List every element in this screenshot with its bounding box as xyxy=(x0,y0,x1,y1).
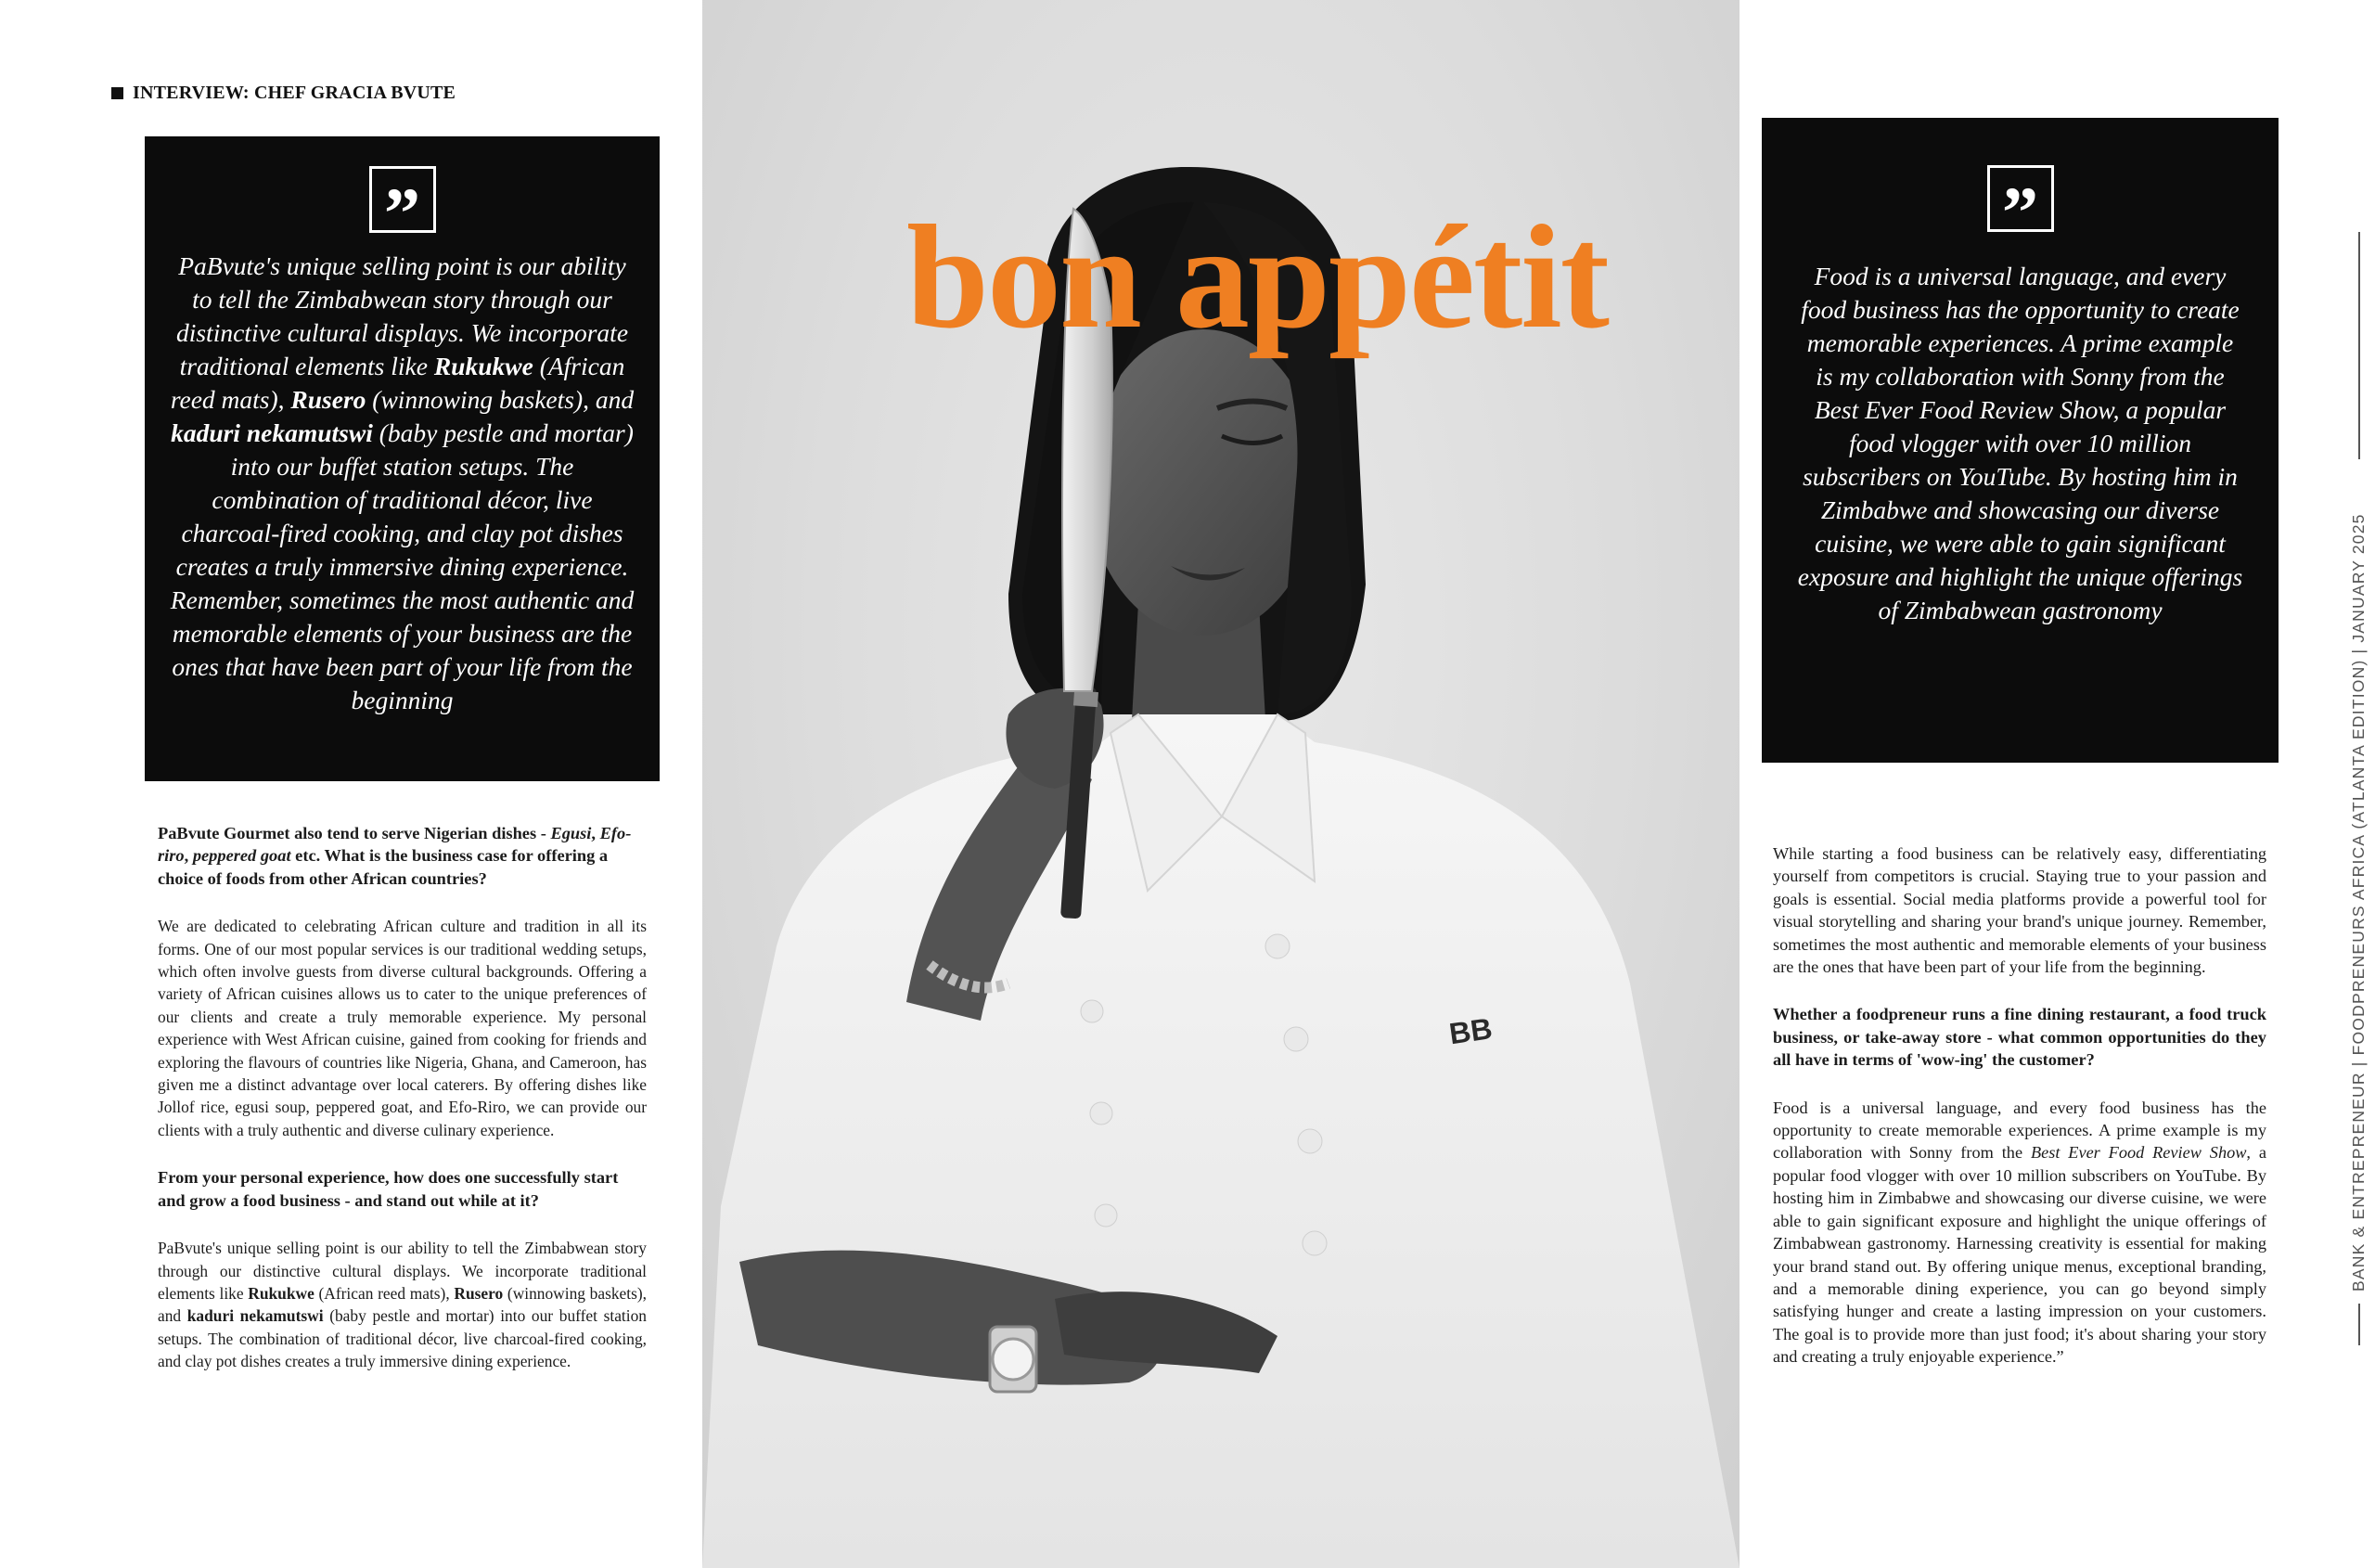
answer-text: (baby pestle and mortar) into our buffet station setups. The combination of traditional décor, live charcoal-fired cooking, and clay pot dishes creates a truly immersive dining experience. xyxy=(158,1306,647,1371)
answer-text: Food is a universal language, and every food business has the opportunity to create memorable experiences. A prime example is my collaboration with Sonny from the xyxy=(1773,1098,2266,1163)
dish-name: peppered goat xyxy=(192,846,291,866)
question-text: , xyxy=(184,846,193,866)
answer-bold-term: kaduri nekamutswi xyxy=(186,1306,324,1326)
question-1 xyxy=(158,822,647,890)
quote-bold-term: Rukukwe xyxy=(433,352,533,380)
question-2: From your personal experience, how does one successfully start and grow a food business - and stand out while at it? xyxy=(158,1168,619,1210)
question-text: etc. What is the business case for offering a choice of foods from other African countries? xyxy=(158,846,609,888)
apron-monogram: BB xyxy=(1446,1011,1495,1051)
quote-text-part: (African reed mats), xyxy=(170,352,625,414)
quote-mark-icon: ” xyxy=(369,166,436,233)
answer-1: We are dedicated to celebrating African culture and tradition in all its forms. One of our most popular services is our traditional wedding setups, which often involve guests from diverse cultural backgrounds. Offering a variety of African cuisines allows us to cater to the unique preferences of our clients and create a truly memorable experience. My personal experience with West African cuisine, gained from cooking for friends and exploring the flavours of countries like Nigeria, Ghana, and Cameroon, has given me a distinct advantage over local caterers. By offering dishes like Jollof rice, egusi soup, peppered goat, and Efo-Riro, we can provide our clients with a truly authentic and diverse culinary experience. xyxy=(158,917,647,1139)
answer-text: (African reed mats), xyxy=(314,1283,455,1303)
spine-running-footer: BANK & ENTREPRENEUR | FOODPRENEURS AFRICA (ATLANTA EDITION) | JANUARY 2025 xyxy=(2349,513,2368,1292)
question-text: PaBvute Gourmet also tend to serve Nigerian dishes - xyxy=(158,824,551,842)
pull-quote-right xyxy=(1762,118,2279,763)
chef-portrait-photo xyxy=(702,0,1740,1568)
section-label xyxy=(111,83,456,104)
pull-quote-left xyxy=(145,136,660,781)
quote-text-part: PaBvute's unique selling point is our ability to tell the Zimbabwean story through our distinctive cultural displays. We incorporate traditional elements like xyxy=(175,251,629,380)
paragraph-1: While starting a food business can be relatively easy, differentiating yourself from competitors is crucial. Staying true to your passion and goals is essential. Social media platforms provide a powerful tool for visual storytelling and sharing your brand's unique journey. Remember, sometimes the most authentic and memorable elements of your business are the ones that have been part of your life from the beginning. xyxy=(1773,844,2266,977)
spine-line-bottom xyxy=(2358,1304,2360,1345)
right-article-column xyxy=(1773,842,2266,1394)
question-3: Whether a foodpreneur runs a fine dining restaurant, a food truck business, or take-away store - what common opportunities do they all have in terms of 'wow-ing' the customer? xyxy=(1773,1005,2266,1070)
dish-name: Egusi xyxy=(550,824,592,842)
show-title: Best Ever Food Review Show xyxy=(2030,1143,2247,1163)
dish-name: Efo-riro xyxy=(158,824,632,866)
pull-quote-left-text xyxy=(167,250,637,717)
section-label-text: INTERVIEW: CHEF GRACIA BVUTE xyxy=(133,83,456,103)
quote-text-part: (winnowing baskets), and xyxy=(366,385,635,414)
quote-bold-term: kaduri nekamutswi xyxy=(171,418,373,447)
square-bullet-icon xyxy=(111,87,123,99)
question-text: , xyxy=(591,824,600,842)
headline-title: bon appétit xyxy=(906,194,1608,359)
quote-bold-term: Rusero xyxy=(290,385,366,414)
answer-3 xyxy=(1773,1097,2266,1369)
answer-text: PaBvute's unique selling point is our ability to tell the Zimbabwean story through our distinctive cultural displays. We incorporate traditional elements like xyxy=(158,1239,647,1303)
spine-line-top xyxy=(2358,232,2360,459)
answer-bold-term: Rusero xyxy=(454,1283,504,1303)
quote-text-part: (baby pestle and mortar) into our buffet station setups. The combination of traditional décor, live charcoal-fired cooking, and clay pot dishes creates a truly immersive dining experience. Remember, sometimes the most authentic and memorable elements of your business are the ones that have been part of your life from the beginning xyxy=(170,418,635,714)
answer-text: , a popular food vlogger with over 10 million subscribers on YouTube. By hosting him in Zimbabwe and showcasing our diverse cuisine, we were able to gain significant exposure and highlight the unique offerings of Zimbabwean gastronomy. Harnessing creativity is essential for making your brand stand out. By offering unique menus, exceptional branding, and a memorable dining experience, you can go beyond simply satisfying hunger and create a lasting impression on your customers. The goal is to provide more than just food; it's about sharing your story and creating a truly enjoyable experience.” xyxy=(1773,1143,2266,1367)
pull-quote-right-text: Food is a universal language, and every food business has the opportunity to create memorable experiences. A prime example is my collaboration with Sonny from the Best Ever Food Review Show, a popular food vlogger with over 10 million subscribers on YouTube. By hosting him in Zimbabwe and showcasing our diverse cuisine, we were able to gain significant exposure and highlight the unique offerings of Zimbabwean gastronomy xyxy=(1797,262,2243,624)
answer-2 xyxy=(158,1237,647,1372)
quote-mark-icon: ” xyxy=(1987,165,2054,232)
answer-bold-term: Rukukwe xyxy=(248,1283,315,1303)
answer-text: (winnowing baskets), and xyxy=(158,1283,647,1326)
left-article-column xyxy=(158,822,647,1398)
